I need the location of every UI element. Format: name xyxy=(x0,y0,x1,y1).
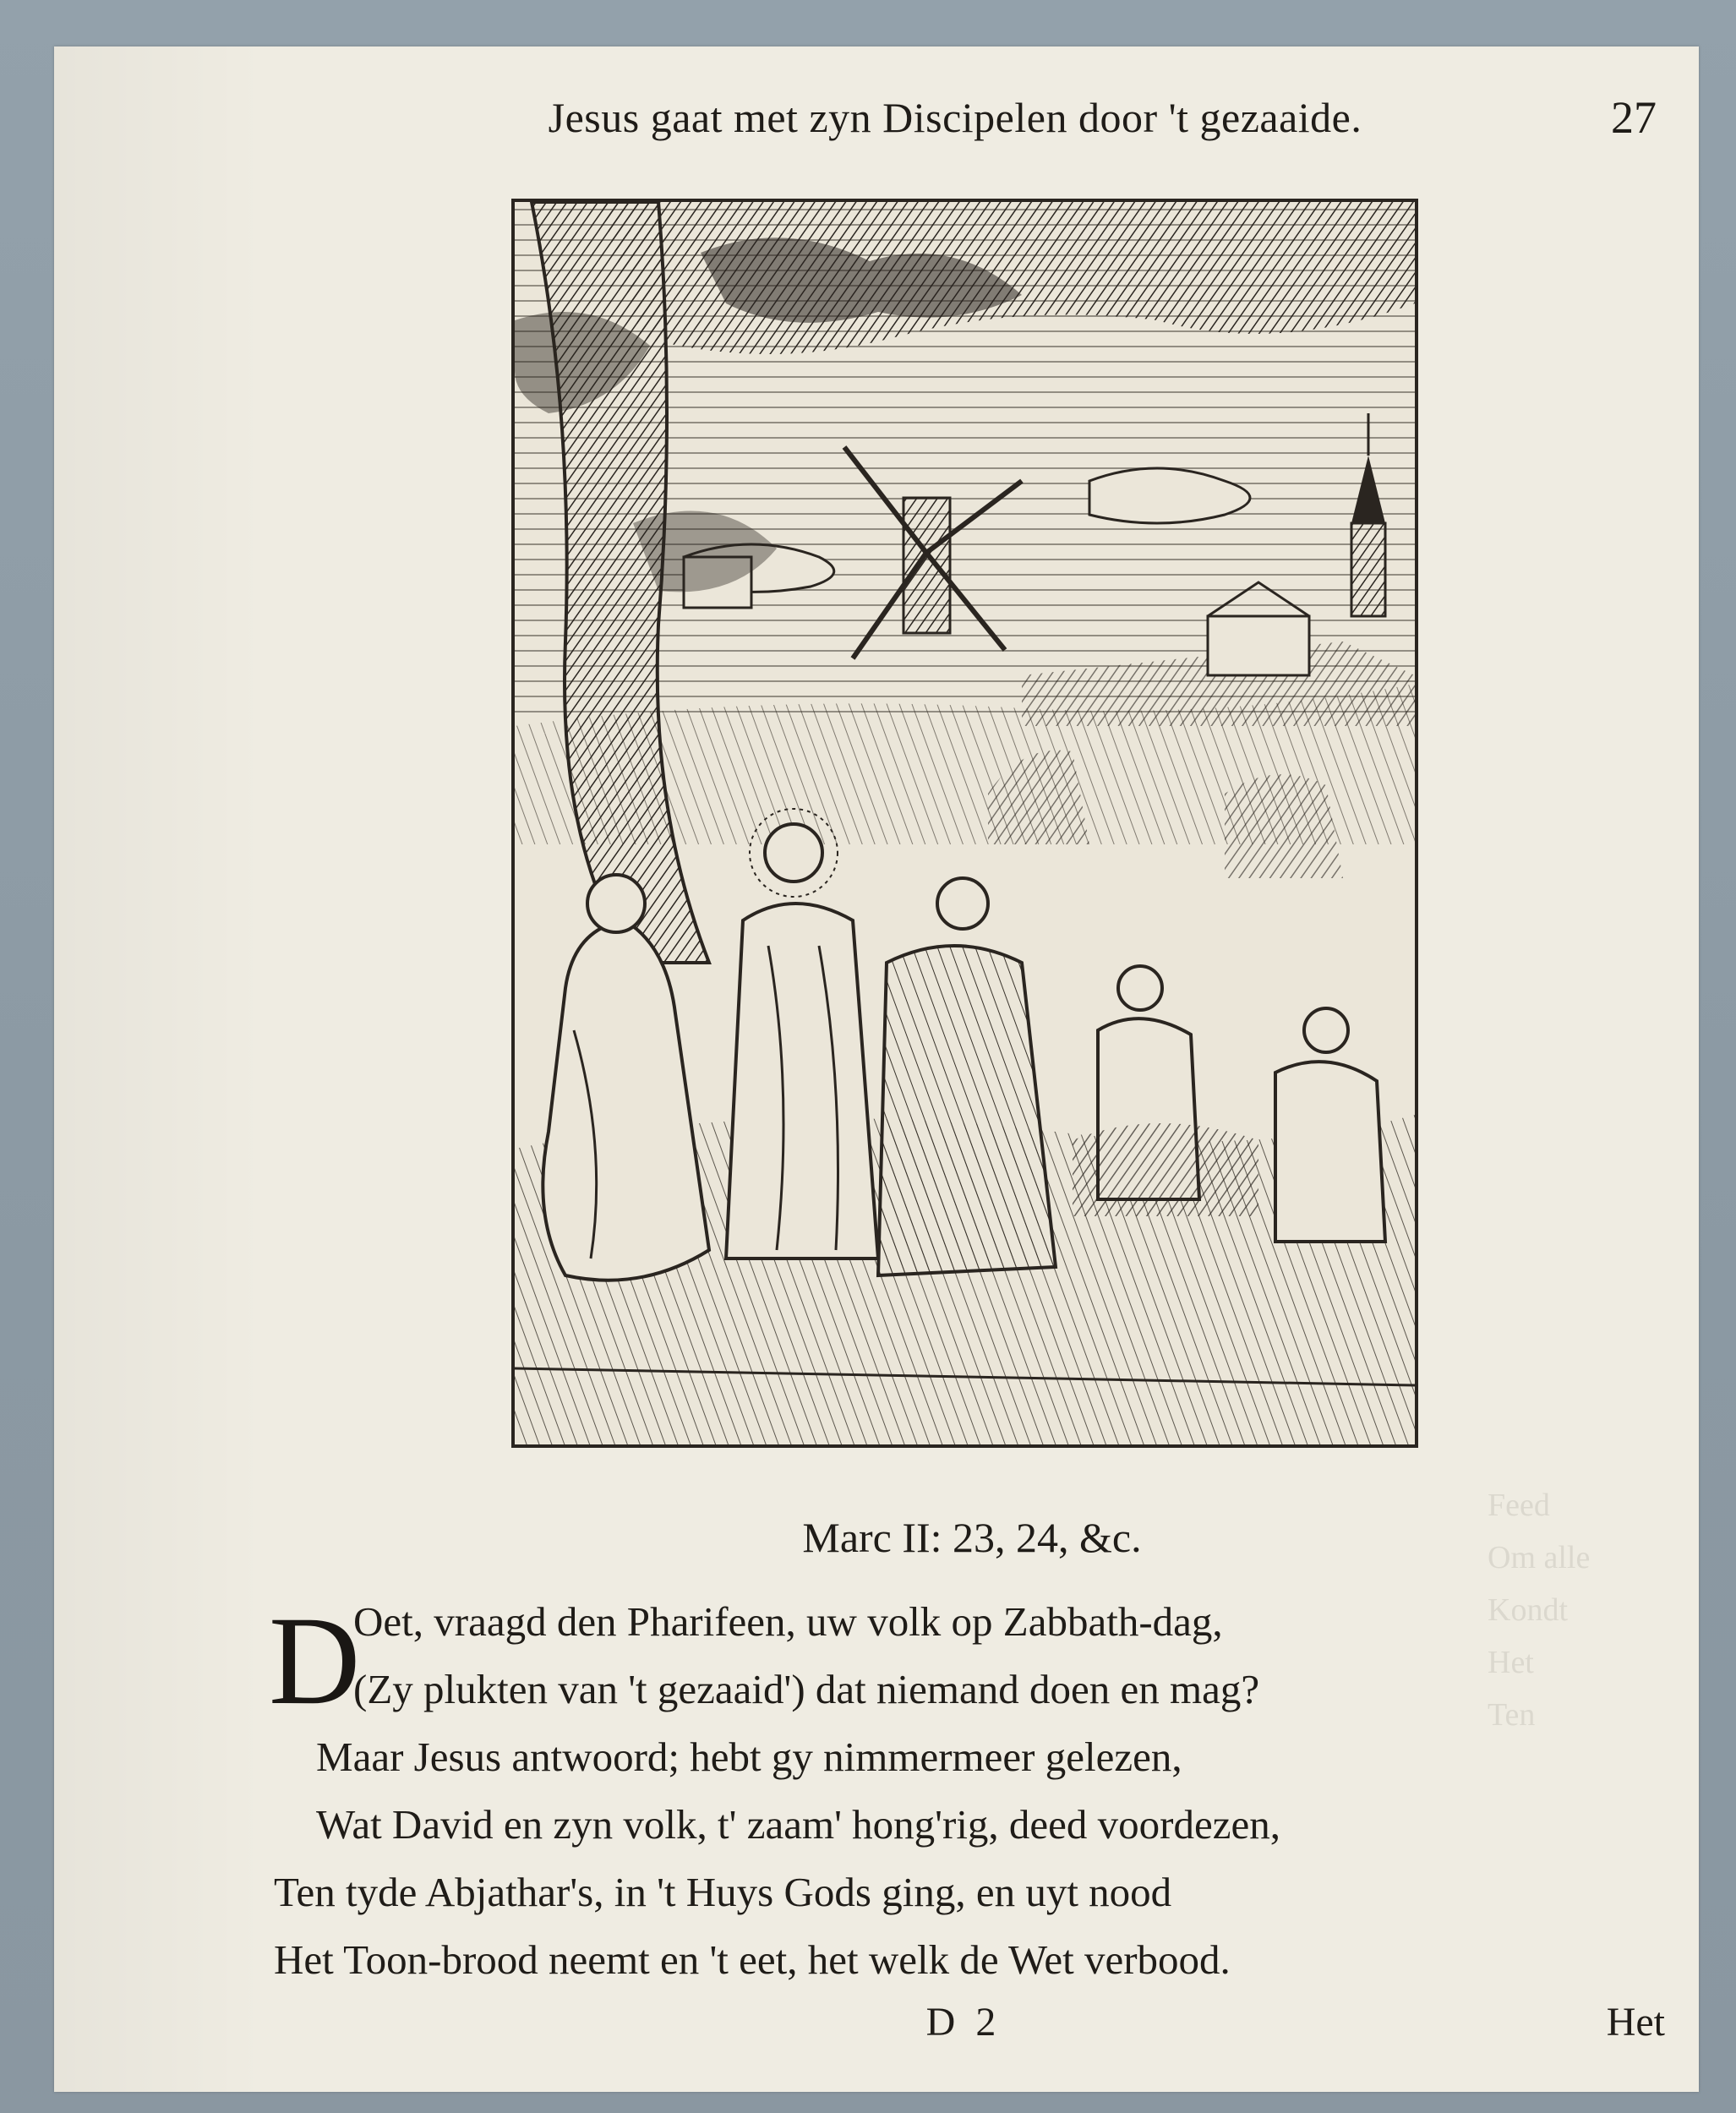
scripture-reference: Marc II: 23, 24, &c. xyxy=(802,1514,1142,1561)
signature-mark: D 2 xyxy=(925,2000,1002,2045)
page-number: 27 xyxy=(1611,92,1657,143)
verse-line: Ten tyde Abjathar's, in 't Huys Gods ging, en uyt nood xyxy=(274,1869,1172,1915)
show-through-text: Feed Om alle Kondt Het Ten xyxy=(1488,1488,1591,1733)
running-head: Jesus gaat met zyn Discipelen door 't gezaaide. xyxy=(548,94,1362,141)
verse-line: Wat David en zyn volk, t' zaam' hong'rig, deed voordezen, xyxy=(316,1801,1280,1848)
catchword: Het xyxy=(1606,2000,1665,2045)
verse-line: (Zy plukten van 't gezaaid') dat niemand doen en mag? xyxy=(353,1666,1260,1712)
verse-line: Maar Jesus antwoord; hebt gy nimmermeer gelezen, xyxy=(316,1734,1182,1780)
woodcut-illustration xyxy=(511,199,1418,1448)
verse-line: Het Toon-brood neemt en 't eet, het welk de Wet verbood. xyxy=(274,1936,1231,1983)
verse-line: Oet, vraagd den Pharifeen, uw volk op Zabbath-dag, xyxy=(353,1598,1223,1645)
drop-cap: D xyxy=(269,1591,361,1731)
woodcut-illustration-icon xyxy=(515,202,1415,1444)
